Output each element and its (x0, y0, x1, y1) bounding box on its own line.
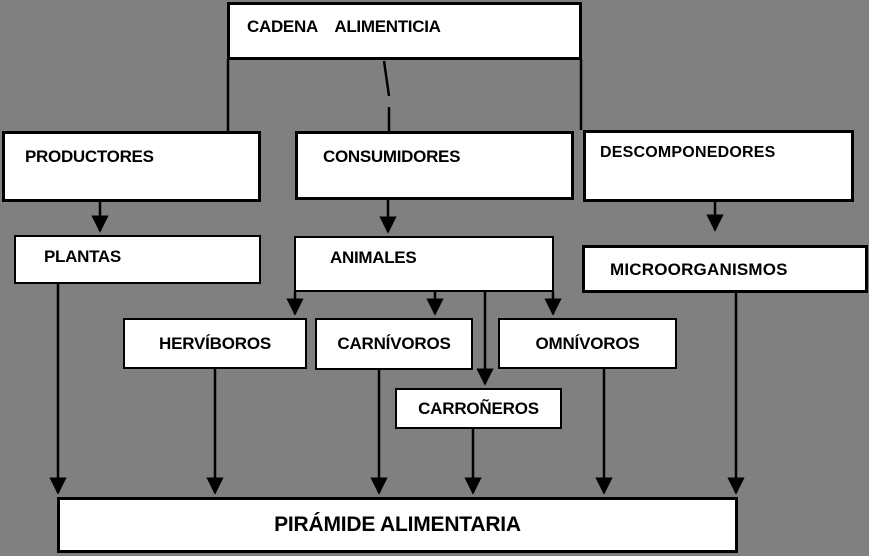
node-piramide-alimentaria: PIRÁMIDE ALIMENTARIA (57, 497, 738, 553)
node-cadena-alimenticia: CADENA ALIMENTICIA (227, 2, 582, 60)
node-omnivoros: OMNÍVOROS (498, 318, 677, 369)
line-title-to-consumidores-seg1 (384, 61, 389, 96)
node-animales: ANIMALES (294, 236, 554, 292)
node-carroneros: CARROÑEROS (395, 388, 562, 429)
node-microorganismos: MICROORGANISMOS (582, 245, 868, 293)
node-carnivoros: CARNÍVOROS (315, 318, 473, 370)
node-productores: PRODUCTORES (2, 131, 261, 202)
node-consumidores: CONSUMIDORES (295, 131, 574, 200)
node-plantas: PLANTAS (14, 235, 261, 284)
node-descomponedores: DESCOMPONEDORES (583, 130, 854, 202)
node-herbivoros: HERVÍBOROS (123, 318, 307, 369)
